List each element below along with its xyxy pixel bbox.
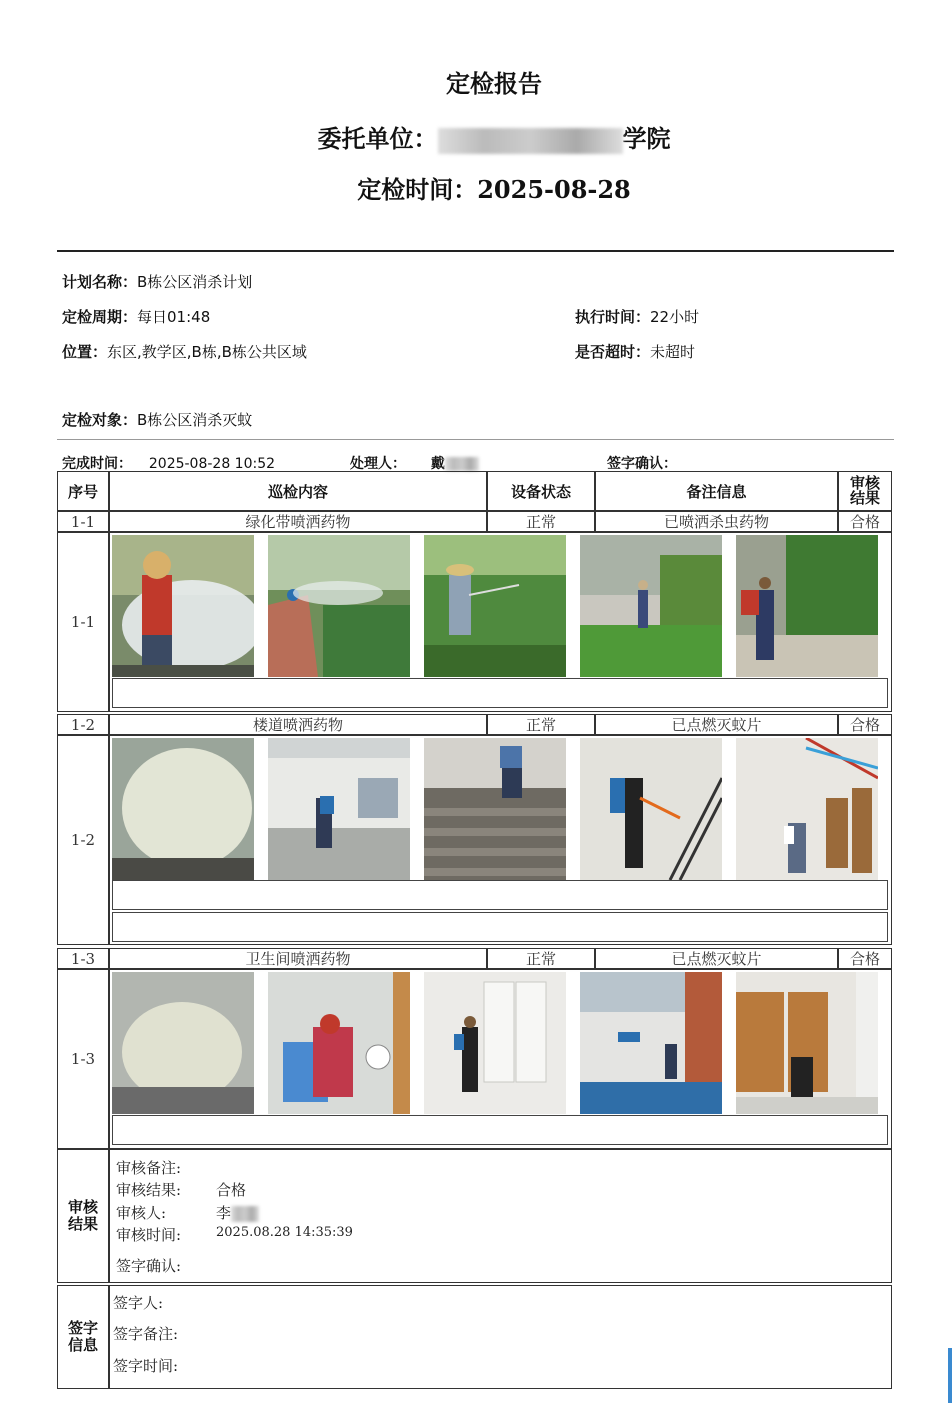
row-result: 合格 xyxy=(838,948,892,969)
photo-stairwell-spray[interactable] xyxy=(580,738,722,880)
row-status: 正常 xyxy=(487,511,595,532)
row-result: 合格 xyxy=(838,511,892,532)
photo-restroom-stalls[interactable] xyxy=(424,972,566,1114)
photo-green-belt-spray[interactable] xyxy=(112,535,254,677)
signer: 签字人: xyxy=(113,1294,164,1312)
overtime-status: 是否超时：未超时 xyxy=(575,343,696,361)
photo-stairway-worker[interactable] xyxy=(424,738,566,880)
report-title: 定检报告 xyxy=(446,69,542,98)
photo-row-no: 1-1 xyxy=(57,532,109,712)
photo-caption-box xyxy=(112,1115,888,1145)
date-value: 2025-08-28 xyxy=(477,175,631,204)
handler: 处理人： 戴 xyxy=(350,453,479,473)
photo-lawn-spray-worker[interactable] xyxy=(424,535,566,677)
photo-caption-box xyxy=(112,912,888,942)
photo-hallway-doors[interactable] xyxy=(736,738,878,880)
date-line xyxy=(0,170,952,205)
redacted-client-name xyxy=(438,128,623,154)
review-note: 审核备注: xyxy=(116,1159,182,1177)
photo-courtyard-spray[interactable] xyxy=(580,535,722,677)
col-header-status: 设备状态 xyxy=(487,471,595,511)
location: 位置：东区,教学区,B栋,B栋公共区域 xyxy=(62,343,307,361)
photo-row-no: 1-3 xyxy=(57,969,109,1149)
signature-note: 签字备注: xyxy=(113,1325,179,1343)
row-content: 卫生间喷洒药物 xyxy=(109,948,487,969)
row-remark: 已点燃灭蚊片 xyxy=(595,714,838,735)
completion-time: 完成时间： 2025-08-28 10:52 xyxy=(62,456,276,472)
exec-time: 执行时间：22小时 xyxy=(575,308,700,326)
row-no: 1-3 xyxy=(57,948,109,969)
review-result-value: 合格 xyxy=(216,1181,247,1199)
photo-fog-corridor[interactable] xyxy=(112,738,254,880)
client-suffix: 学院 xyxy=(622,124,671,153)
client-label: 委托单位： xyxy=(317,124,438,153)
photo-row-no: 1-2 xyxy=(57,735,109,945)
photo-shrub-spray-worker[interactable] xyxy=(736,535,878,677)
reviewer-label: 审核人: xyxy=(116,1204,167,1222)
photo-caption-box xyxy=(112,678,888,708)
row-remark: 已喷洒杀虫药物 xyxy=(595,511,838,532)
redacted-handler xyxy=(445,457,479,471)
row-status: 正常 xyxy=(487,714,595,735)
col-header-result: 审核结果 xyxy=(838,471,892,511)
plan-name: 计划名称：B栋公区消杀计划 xyxy=(62,273,253,291)
review-section-label: 审核结果 xyxy=(57,1149,109,1283)
redacted-reviewer xyxy=(231,1206,259,1222)
signature-box xyxy=(109,1285,892,1389)
photo-building-walkway[interactable] xyxy=(268,738,410,880)
review-result-label: 审核结果: xyxy=(116,1181,182,1199)
row-no: 1-1 xyxy=(57,511,109,532)
row-remark: 已点燃灭蚊片 xyxy=(595,948,838,969)
client-line xyxy=(0,119,952,154)
review-sign-confirm: 签字确认: xyxy=(116,1257,182,1275)
signature-time: 签字时间: xyxy=(113,1357,179,1375)
review-time-label: 审核时间: xyxy=(116,1226,182,1244)
page-edge-marker xyxy=(948,1348,952,1403)
row-content: 绿化带喷洒药物 xyxy=(109,511,487,532)
col-header-no: 序号 xyxy=(57,471,109,511)
col-header-remark: 备注信息 xyxy=(595,471,838,511)
photo-caption-box xyxy=(112,880,888,910)
row-content: 楼道喷洒药物 xyxy=(109,714,487,735)
check-cycle: 定检周期：每日01:48 xyxy=(62,308,211,326)
photo-stall-doors[interactable] xyxy=(736,972,878,1114)
photo-garden-path-spray[interactable] xyxy=(268,535,410,677)
row-status: 正常 xyxy=(487,948,595,969)
review-time-value: 2025.08.28 14:35:39 xyxy=(216,1225,353,1240)
row-no: 1-2 xyxy=(57,714,109,735)
reviewer-value: 李 xyxy=(216,1202,259,1223)
check-object: 定检对象：B栋公区消杀灭蚊 xyxy=(62,411,253,429)
date-label: 定检时间： xyxy=(357,175,478,204)
signature-section-label: 签字信息 xyxy=(57,1285,109,1389)
header-divider xyxy=(57,250,894,252)
sign-confirm: 签字确认： xyxy=(607,456,677,472)
info-divider xyxy=(57,439,894,440)
row-result: 合格 xyxy=(838,714,892,735)
photo-restroom-entrance[interactable] xyxy=(580,972,722,1114)
photo-restroom-worker[interactable] xyxy=(268,972,410,1114)
col-header-content: 巡检内容 xyxy=(109,471,487,511)
photo-restroom-fog[interactable] xyxy=(112,972,254,1114)
